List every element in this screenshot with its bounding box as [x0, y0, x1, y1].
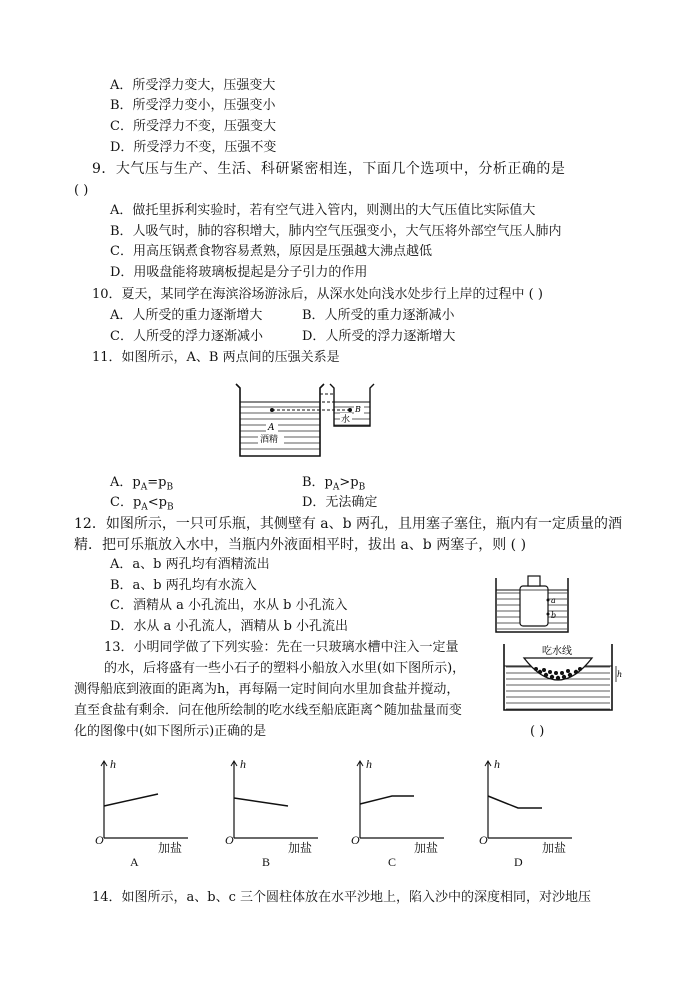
- q12-option-a: A．a、b 两孔均有酒精流出: [110, 557, 270, 572]
- q9-option-c: C．用高压锅煮食物容易煮熟，原因是压强越大沸点越低: [110, 244, 432, 259]
- graph-a-x-label: 加盐: [158, 841, 183, 855]
- q11-option-a: A．$p_A=p_B$: [110, 475, 174, 493]
- q13-line1: 13．小明同学做了下列实验：先在一只玻璃水槽中注入一定量: [104, 640, 459, 655]
- q12-option-c: C．酒精从 a 小孔流出，水从 b 小孔流入: [110, 598, 348, 613]
- q11-option-c: C．$p_A<p_B$: [110, 495, 174, 513]
- waterline-label: 吃水线: [542, 646, 572, 657]
- graph-a-y-label: h: [110, 757, 116, 771]
- graph-d-letter: D: [514, 855, 523, 869]
- q10-option-b: B．人所受的重力逐渐减小: [302, 308, 455, 323]
- graph-d-origin: O: [479, 833, 488, 847]
- water-label: 水: [341, 415, 351, 425]
- alcohol-label: 酒精: [260, 435, 279, 445]
- q10-option-c: C．人所受的浮力逐渐减小: [110, 329, 263, 344]
- graph-d-x-label: 加盐: [542, 841, 567, 855]
- q8-option-b: B．所受浮力变小，压强变小: [110, 98, 276, 113]
- q9-option-d: D．用吸盘能将玻璃板提起是分子引力的作用: [110, 265, 368, 280]
- graph-c-origin: O: [351, 833, 360, 847]
- depth-h-label: h: [617, 670, 623, 679]
- q8-option-c: C．所受浮力不变，压强变大: [110, 119, 276, 134]
- q13-boat-in-tank-figure: [500, 640, 625, 714]
- q9-option-b: B．人吸气时，肺的容积增大，肺内空气压强变小，大气压将外部空气压人肺内: [110, 224, 562, 239]
- q12-stem-line1: 12．如图所示，一只可乐瓶，其侧壁有 a、b 两孔，且用塞子塞住，瓶内有一定质量的酒: [74, 516, 623, 532]
- point-b-label: B: [355, 405, 361, 414]
- graph-b-line: [234, 798, 288, 806]
- graph-c-y-label: h: [366, 757, 372, 771]
- graph-b-x-label: 加盐: [288, 841, 313, 855]
- graph-b-y-label: h: [240, 757, 246, 771]
- q8-option-a: A．所受浮力变大，压强变大: [110, 78, 276, 93]
- hole-b-label: b: [551, 611, 557, 620]
- graph-c-letter: C: [388, 855, 397, 869]
- q12-option-d: D．水从 a 小孔流人，酒精从 b 小孔流出: [110, 619, 349, 634]
- q13-line4: 直至食盐有剩余．问在他所绘制的吃水线至船底距离^随加盐量而变: [74, 703, 462, 718]
- graph-a-origin: O: [95, 833, 104, 847]
- graph-b: [222, 755, 352, 867]
- graph-b-origin: O: [225, 833, 234, 847]
- graph-a-letter: A: [130, 855, 139, 869]
- graph-d-y-label: h: [494, 757, 500, 771]
- q13-answer-bracket: ( ): [530, 724, 545, 739]
- left-beaker: [236, 384, 324, 456]
- q11-stem: 11．如图所示，A、B 两点间的压强关系是: [92, 350, 340, 365]
- q9-option-a: A．做托里拆利实验时，若有空气进入管内，则测出的大气压值比实际值大: [110, 203, 536, 218]
- q9-answer-bracket: ( ): [74, 183, 89, 198]
- q14-stem: 14．如图所示，a、b、c 三个圆柱体放在水平沙地上，陷入沙中的深度相同，对沙地压: [92, 890, 592, 905]
- graph-a: [92, 755, 222, 867]
- graph-a-line: [104, 794, 158, 806]
- point-b-dot: [348, 408, 352, 412]
- q10-stem: 10．夏天，某同学在海滨浴场游泳后，从深水处向浅水处步行上岸的过程中 ( ): [92, 287, 543, 302]
- q8-option-d: D．所受浮力不变，压强不变: [110, 140, 277, 155]
- q13-line3: 测得船底到液面的距离为h，再每隔一定时间向水里加食盐并搅动，: [74, 682, 460, 697]
- q11-beakers-figure: [232, 380, 382, 460]
- q12-stem-line2: 精．把可乐瓶放入水中，当瓶内外液面相平时，拔出 a、b 两塞子，则 ( ): [74, 537, 527, 553]
- q11-option-d: D．无法确定: [302, 495, 378, 510]
- cola-bottle: [520, 576, 550, 626]
- graph-d: [476, 755, 606, 867]
- q10-option-d: D．人所受的浮力逐渐增大: [302, 329, 456, 344]
- q9-stem: 9．大气压与生产、生活、科研紧密相连，下面几个选项中，分析正确的是: [92, 161, 566, 177]
- q11-option-b: B．$p_A>p_B$: [302, 475, 366, 493]
- graph-d-line: [488, 796, 542, 808]
- q13-line2: 的水，后将盛有一些小石子的塑料小船放入水里(如下图所示)，: [104, 661, 466, 676]
- graph-c-x-label: 加盐: [414, 841, 439, 855]
- q10-option-a: A．人所受的重力逐渐增大: [110, 308, 263, 323]
- graph-b-letter: B: [262, 855, 271, 869]
- q12-option-b: B．a、b 两孔均有水流入: [110, 578, 257, 593]
- point-a-label: A: [268, 423, 275, 433]
- graph-c-line: [360, 796, 414, 804]
- graph-c: [348, 755, 478, 867]
- hole-a-label: a: [551, 596, 556, 605]
- q13-line5: 化的图像中(如下图所示)正确的是: [74, 724, 267, 739]
- q12-bottle-in-water-figure: [494, 572, 570, 634]
- point-a-dot: [270, 408, 274, 412]
